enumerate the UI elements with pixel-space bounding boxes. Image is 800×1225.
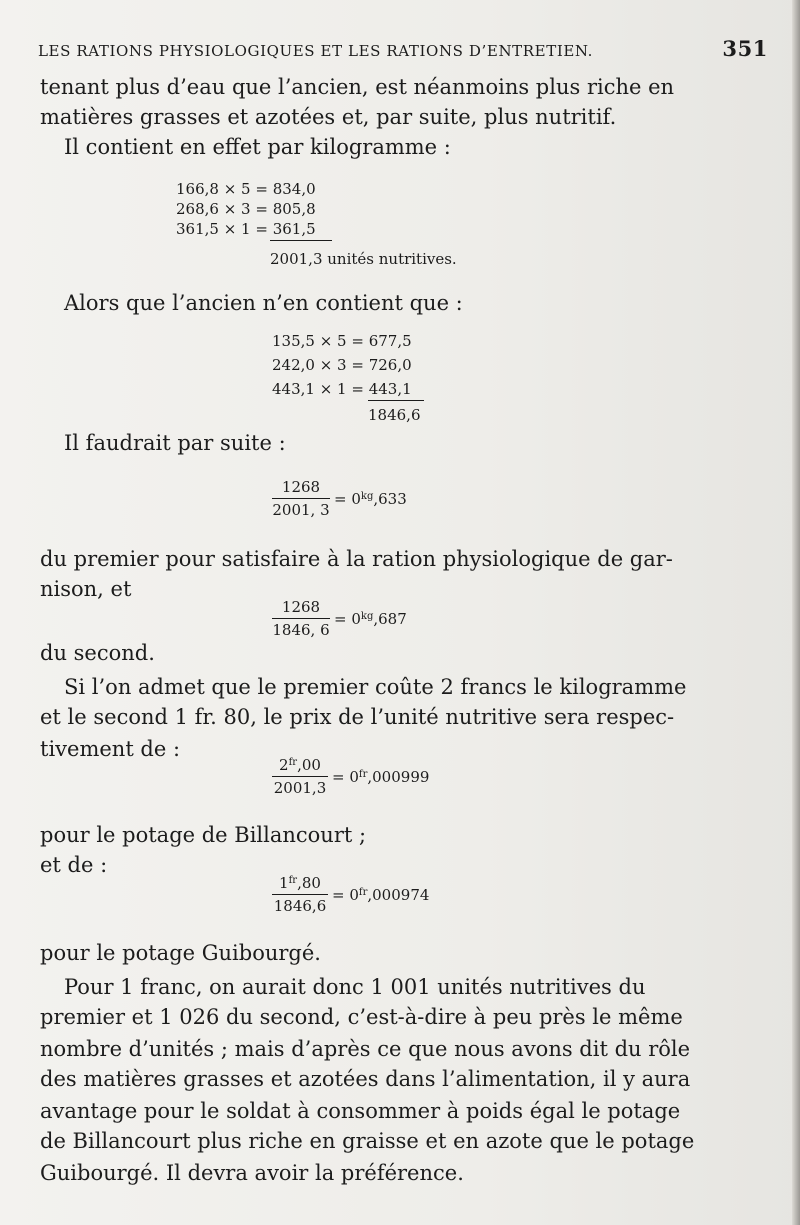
text-line: premier et 1 026 du second, c’est-à-dire à peu près le même <box>40 1005 683 1029</box>
sum-rule <box>270 240 332 241</box>
text-line: du premier pour satisfaire à la ration physiologique de gar- <box>40 547 673 571</box>
calc-total: 2001,3 unités nutritives. <box>270 250 457 268</box>
calc-row: 166,8 × 5 = 834,0 <box>176 180 316 198</box>
fraction-bar <box>272 776 328 777</box>
text-line: matières grasses et azotées et, par suite, plus nutritif. <box>40 105 617 129</box>
text-line: de Billancourt plus riche en graisse et en azote que le potage <box>40 1129 695 1153</box>
text-line: nombre d’unités ; mais d’après ce que nous avons dit du rôle <box>40 1037 691 1061</box>
calc-row: 361,5 × 1 = 361,5 <box>176 220 316 238</box>
fraction <box>272 874 328 915</box>
text-line: tivement de : <box>40 737 181 761</box>
text-line: Il faudrait par suite : <box>64 431 286 455</box>
text-line: avantage pour le soldat à consommer à poids égal le potage <box>40 1099 681 1123</box>
text-line: du second. <box>40 641 155 665</box>
fraction-numerator: $1^{fr},80$ <box>279 874 321 892</box>
fraction-denominator: 1846, 6 <box>272 621 330 639</box>
fraction-result: = $0^{fr},000974$ <box>332 886 430 904</box>
fraction-bar <box>272 498 330 499</box>
text-line: tenant plus d’eau que l’ancien, est néanmoins plus riche en <box>40 75 675 99</box>
text-line: Pour 1 franc, on aurait donc 1 001 unités nutritives du <box>64 975 646 999</box>
running-title: LES RATIONS PHYSIOLOGIQUES ET LES RATIONS D’ENTRETIEN. <box>38 42 594 60</box>
calc-row: 242,0 × 3 = 726,0 <box>272 356 412 374</box>
calc-total: 1846,6 <box>368 406 421 424</box>
text-line: pour le potage de Billancourt ; <box>40 823 367 847</box>
fraction-numerator: 1268 <box>281 598 321 616</box>
fraction <box>272 756 328 797</box>
fraction-result: = $0^{kg},633$ <box>334 490 407 508</box>
page-number: 351 <box>722 36 768 61</box>
text-line: et de : <box>40 853 108 877</box>
text-line: Il contient en effet par kilogramme : <box>64 135 451 159</box>
text-line: des matières grasses et azotées dans l’alimentation, il y aura <box>40 1067 691 1091</box>
running-header <box>38 36 778 62</box>
fraction <box>272 598 330 639</box>
calc-row: 268,6 × 3 = 805,8 <box>176 200 316 218</box>
calc-row: 443,1 × 1 = 443,1 <box>272 380 412 398</box>
fraction-result: = $0^{kg},687$ <box>334 610 407 628</box>
text-line: Alors que l’ancien n’en contient que : <box>64 291 463 315</box>
text-line: Guibourgé. Il devra avoir la préférence. <box>40 1161 464 1185</box>
calc-row: 135,5 × 5 = 677,5 <box>272 332 412 350</box>
fraction-result: = $0^{fr},000999$ <box>332 768 430 786</box>
text-line: et le second 1 fr. 80, le prix de l’unité nutritive sera respec- <box>40 705 675 729</box>
fraction <box>272 478 330 519</box>
text-line: pour le potage Guibourgé. <box>40 941 321 965</box>
fraction-bar <box>272 894 328 895</box>
fraction-bar <box>272 618 330 619</box>
page-edge-shadow <box>792 0 800 1225</box>
fraction-denominator: 1846,6 <box>273 897 327 915</box>
fraction-denominator: 2001,3 <box>273 779 327 797</box>
fraction-numerator: 1268 <box>281 478 321 496</box>
fraction-denominator: 2001, 3 <box>272 501 330 519</box>
text-line: Si l’on admet que le premier coûte 2 francs le kilogramme <box>64 675 687 699</box>
text-line: nison, et <box>40 577 132 601</box>
fraction-numerator: $2^{fr},00$ <box>279 756 321 774</box>
sum-rule <box>368 400 424 401</box>
